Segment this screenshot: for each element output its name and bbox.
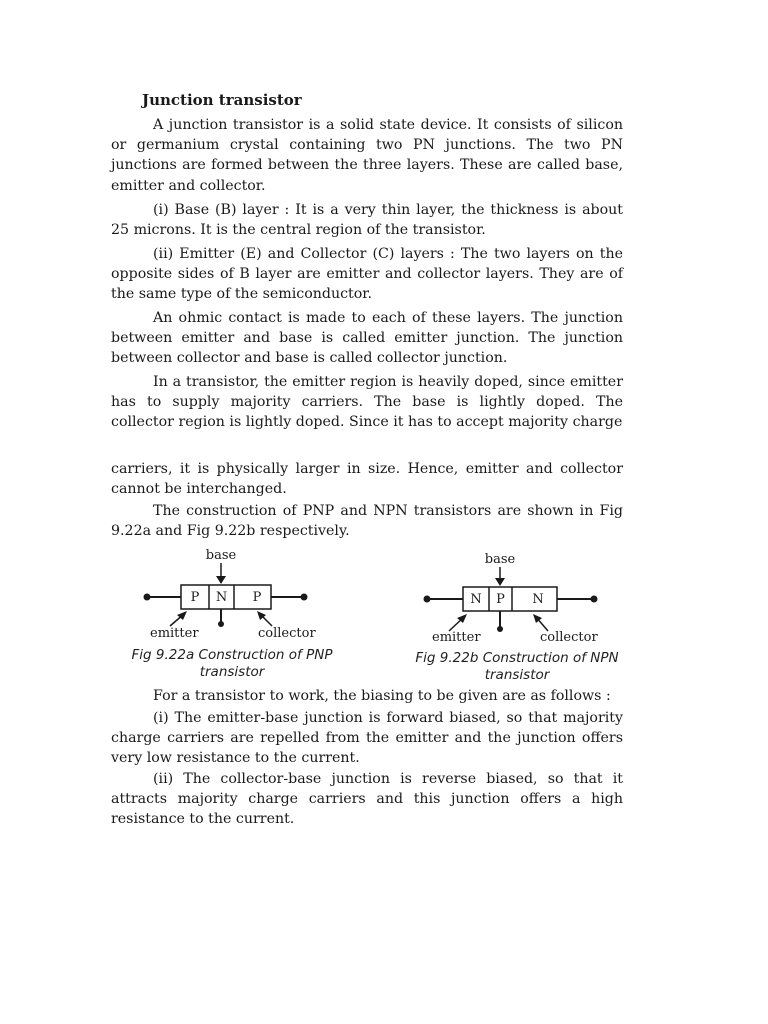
pnp-figure	[140, 544, 330, 644]
paragraph: (ii) The collector-base junction is reverse biased, so that it attracts majority charge carriers and this junction offers a high resistance to the current.	[111, 771, 623, 828]
pnp-emitter-label: emitter	[150, 626, 199, 641]
npn-layer-base: P	[496, 592, 505, 607]
pnp-layer-emitter: P	[190, 590, 200, 605]
pnp-collector-label: collector	[258, 626, 316, 641]
pnp-caption: Fig 9.22a Construction of PNP transistor	[131, 647, 333, 680]
npn-caption: Fig 9.22b Construction of NPN transistor	[415, 650, 619, 683]
npn-layer-emitter: N	[470, 592, 482, 607]
npn-collector-label: collector	[540, 630, 598, 645]
paragraph: A junction transistor is a solid state device. It consists of silicon or germanium crystal containing two PN junctions. The two PN junctions are formed between the three layers. These are called base, emitter and collector.	[111, 117, 623, 194]
pnp-base-label: base	[205, 548, 237, 563]
npn-emitter-label: emitter	[432, 630, 481, 645]
paragraph: For a transistor to work, the biasing to be given are as follows :	[153, 688, 611, 704]
pnp-layer-base: N	[215, 590, 228, 605]
section-heading: Junction transistor	[142, 91, 302, 109]
paragraph: (i) The emitter-base junction is forward biased, so that majority charge carriers are repelled from the emitter and the junction offers very low resistance to the current.	[111, 710, 623, 767]
npn-base-label: base	[484, 552, 516, 567]
paragraph: In a transistor, the emitter region is heavily doped, since emitter has to supply majority carriers. The base is lightly doped. The collector region is lightly doped. Since it has to accept majority charge	[111, 374, 623, 431]
npn-figure	[420, 547, 610, 647]
paragraph: The construction of PNP and NPN transistors are shown in Fig 9.22a and Fig 9.22b respectively.	[111, 503, 623, 540]
paragraph: carriers, it is physically larger in size. Hence, emitter and collector cannot be interchanged.	[111, 461, 623, 498]
paragraph: (ii) Emitter (E) and Collector (C) layers : The two layers on the opposite sides of B layer are emitter and collector layers. They are of the same type of the semiconductor.	[111, 246, 623, 303]
paragraph: (i) Base (B) layer : It is a very thin layer, the thickness is about 25 microns. It is the central region of the transistor.	[111, 202, 623, 239]
npn-layer-collector: N	[532, 592, 544, 607]
pnp-layer-collector: P	[252, 590, 262, 605]
paragraph: An ohmic contact is made to each of these layers. The junction between emitter and base is called emitter junction. The junction between collector and base is called collector junction.	[111, 310, 623, 367]
